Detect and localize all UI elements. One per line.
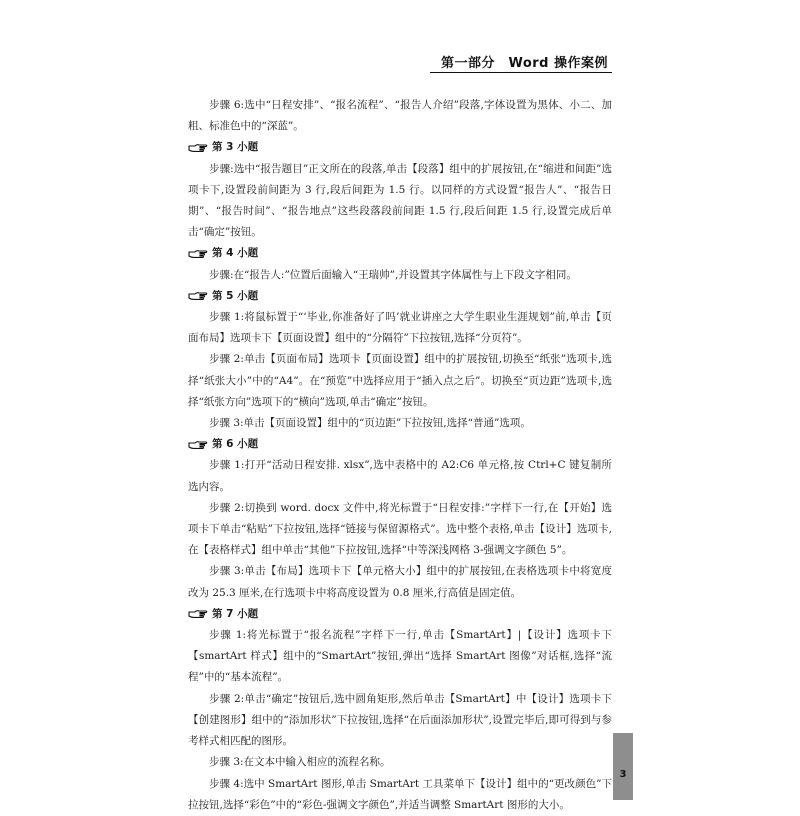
section-heading xyxy=(188,286,612,307)
paragraph-step: 步骤 6:选中“日程安排”、“报名流程”、“报告人介绍”段落,字体设置为黑体、小二、加粗、标准色中的“深蓝”。 xyxy=(188,99,612,133)
running-header xyxy=(430,50,612,70)
paragraph-step: 步骤 2:切换到 word. docx 文件中,将光标置于“日程安排:”字样下一行,在【开始】选项卡下单击“粘贴”下拉按钮,选择“链接与保留源格式”。选中整个表格,单击【设计】选项卡,在【表格样式】组中单击“其他”下拉按钮,选择“中等深浅网格 3-强调文字颜色 5”。 xyxy=(188,501,612,557)
section-title: 第 4 小题 xyxy=(212,247,259,260)
paragraph-step: 步骤 2:单击【页面布局】选项卡【页面设置】组中的扩展按钮,切换至“纸张”选项卡,选择“纸张大小”中的“A4”。在“预览”中选择应用于“插入点之后”。切换至“页边距”选项卡,选择“纸张方向”选项下的“横向”选项,单击“确定”按钮。 xyxy=(188,353,612,408)
section-title: 第 3 小题 xyxy=(212,141,259,154)
paragraph-step: 步骤:在“报告人:”位置后面输入“王瑞帅”,并设置其字体属性与上下段文字相同。 xyxy=(209,268,577,281)
paragraph-step: 步骤 1:打开“活动日程安排. xlsx”,选中表格中的 A2:C6 单元格,按 Ctrl+C 键复制所选内容。 xyxy=(188,459,612,493)
pointing-hand-icon xyxy=(188,290,208,302)
paragraph-step: 步骤 3:单击【页面设置】组中的“页边距”下拉按钮,选择“普通”选项。 xyxy=(209,417,531,430)
pointing-hand-icon xyxy=(188,608,208,620)
header-rule xyxy=(430,72,612,73)
header-title: 第一部分 Word 操作案例 xyxy=(440,56,608,71)
paragraph-step: 步骤 4:选中 SmartArt 图形,单击 SmartArt 工具菜单下【设计】组中的“更改颜色”下拉按钮,选择“彩色”中的“彩色-强调文字颜色”,并适当调整 SmartArt 图形的大小。 xyxy=(188,777,612,811)
paragraph-step: 步骤 1:将光标置于“报名流程”字样下一行,单击【SmartArt】|【设计】选项卡下【smartArt 样式】组中的“SmartArt”按钮,弹出“选择 SmartArt 图像”对话框,选择“流程”中的“基本流程”。 xyxy=(188,629,612,684)
document-body xyxy=(188,95,612,816)
pointing-hand-icon xyxy=(188,142,208,154)
pointing-hand-icon xyxy=(188,248,208,260)
paragraph-step: 步骤 3:单击【布局】选项卡下【单元格大小】组中的扩展按钮,在表格选项卡中将宽度改为 25.3 厘米,在行选项卡中将高度设置为 0.8 厘米,行高值是固定值。 xyxy=(188,565,612,599)
section-title: 第 7 小题 xyxy=(212,607,259,620)
section-heading xyxy=(188,434,612,455)
section-title: 第 5 小题 xyxy=(212,289,259,302)
section-title: 第 6 小题 xyxy=(212,438,259,451)
section-heading xyxy=(188,604,612,625)
paragraph-step: 步骤 3:在文本中输入相应的流程名称。 xyxy=(209,756,391,769)
page-number-tab xyxy=(613,733,633,800)
section-heading xyxy=(188,243,612,264)
page-number: 3 xyxy=(619,769,627,780)
paragraph-step: 步骤 2:单击“确定”按钮后,选中圆角矩形,然后单击【SmartArt】中【设计】选项卡下【创建图形】组中的“添加形状”下拉按钮,选择“在后面添加形状”,设置完毕后,即可得到与参考样式相匹配的图形。 xyxy=(188,692,612,748)
section-heading xyxy=(188,137,612,158)
paragraph-step: 步骤:选中“报告题目”正文所在的段落,单击【段落】组中的扩展按钮,在“缩进和间距”选项卡下,设置段前间距为 3 行,段后间距为 1.5 行。以同样的方式设置“报告人”、“报告日期”、“报告时间”、“报告地点”这些段落段前间距 1.5 行,段后间距 1.5 行,设置完成后单击“确定”按钮。 xyxy=(188,162,612,239)
pointing-hand-icon xyxy=(188,439,208,451)
paragraph-step: 步骤 1:将鼠标置于“‘毕业,你准备好了吗’就业讲座之大学生职业生涯规划”前,单击【页面布局】选项卡下【页面设置】组中的“分隔符”下拉按钮,选择“分页符”。 xyxy=(188,311,612,345)
